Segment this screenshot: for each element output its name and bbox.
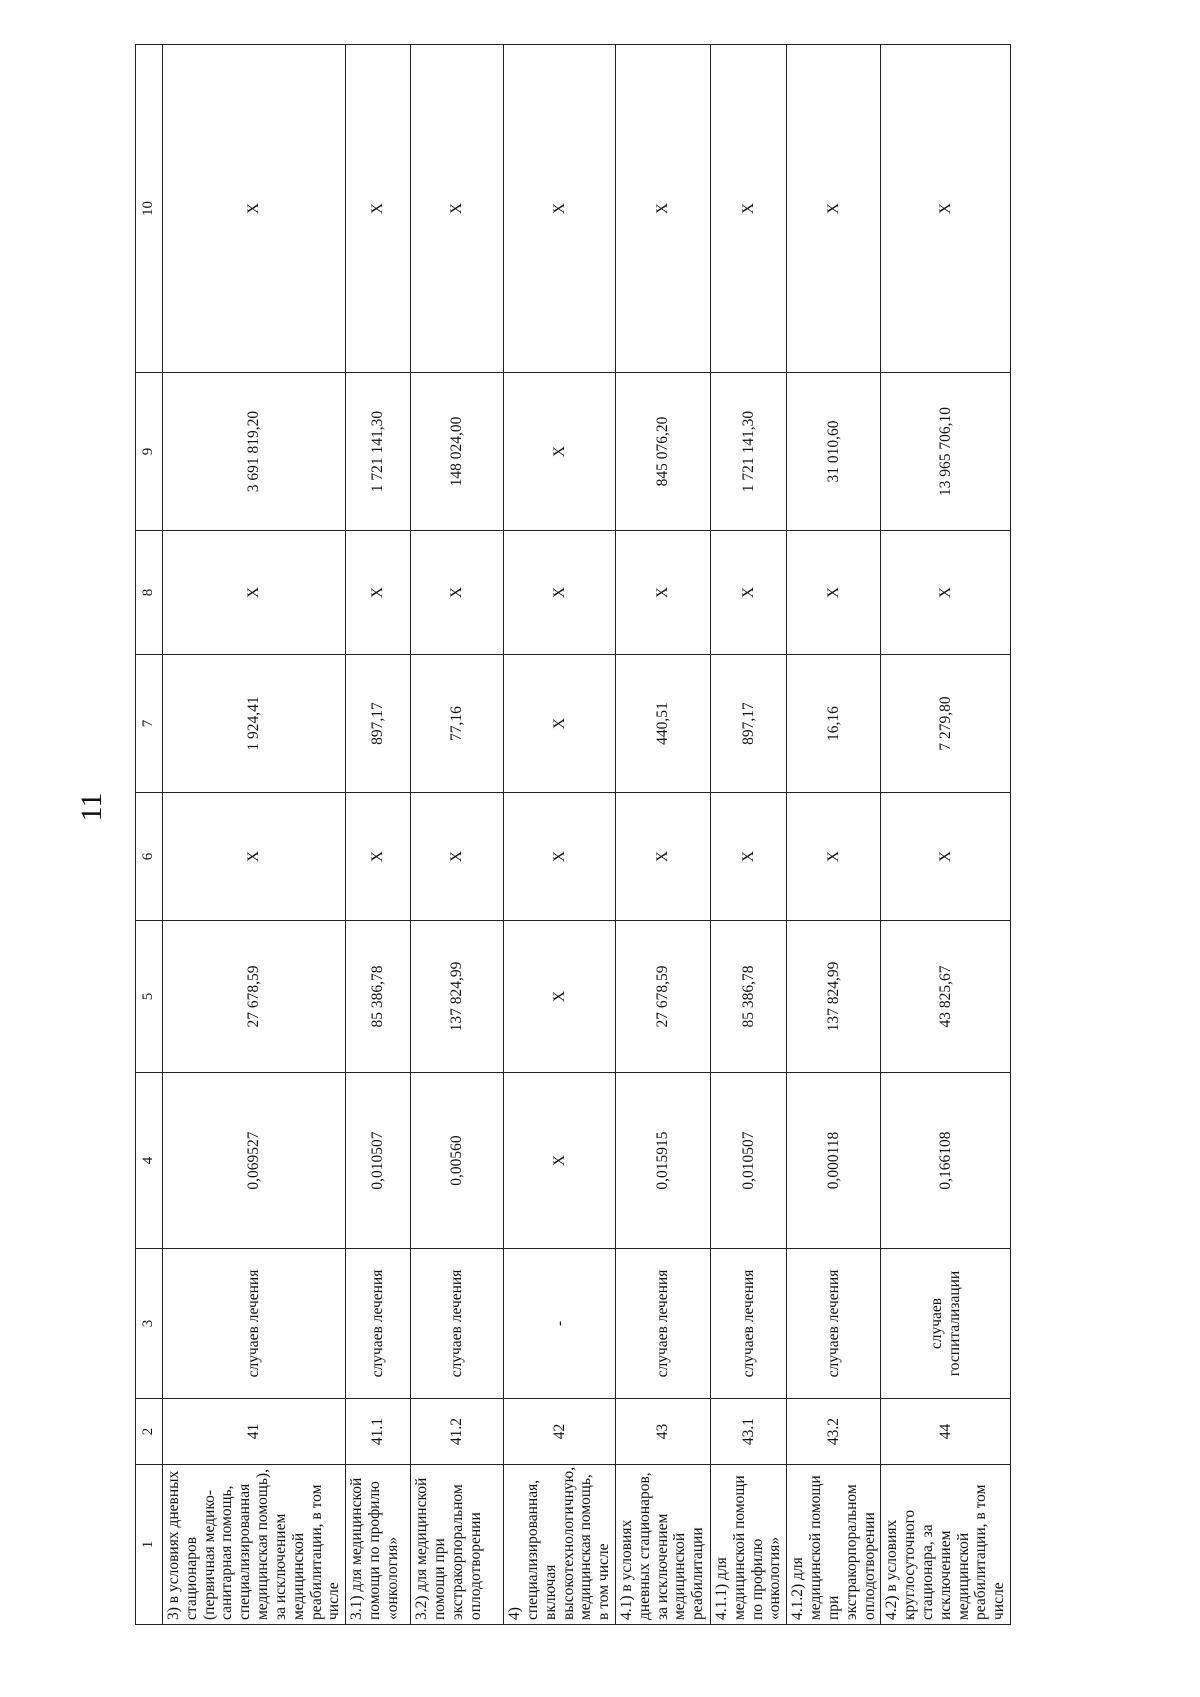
- table-row: [346, 45, 411, 1625]
- table-row: [504, 45, 616, 1625]
- row-value: X: [881, 531, 1011, 655]
- row-value: X: [881, 793, 1011, 921]
- row-value: 0,000118: [787, 1073, 881, 1249]
- table-row: [881, 45, 1011, 1625]
- column-header: 5: [136, 921, 163, 1073]
- row-name: 3) в условиях дневных стационаров (первичная медико-санитарная помощь, специализированная медицинская помощь), за исключением медицинской реабилитации, в том числе: [163, 1465, 346, 1625]
- row-value: X: [504, 655, 616, 793]
- row-unit: случаев лечения: [787, 1249, 881, 1399]
- row-value: 0,015915: [616, 1073, 711, 1249]
- row-value: 897,17: [346, 655, 411, 793]
- row-code: 43.1: [711, 1399, 787, 1465]
- row-value: X: [163, 793, 346, 921]
- row-value: X: [616, 45, 711, 373]
- row-value: X: [711, 793, 787, 921]
- row-value: 43 825,67: [881, 921, 1011, 1073]
- row-unit: случаев лечения: [163, 1249, 346, 1399]
- row-value: 27 678,59: [163, 921, 346, 1073]
- row-value: 440,51: [616, 655, 711, 793]
- row-value: 0,069527: [163, 1073, 346, 1249]
- row-value: X: [411, 45, 504, 373]
- row-name: 4) специализированная, включая высокотехнологичную, медицинская помощь, в том числе: [504, 1465, 616, 1625]
- row-value: 16,16: [787, 655, 881, 793]
- row-value: 27 678,59: [616, 921, 711, 1073]
- table-row: [411, 45, 504, 1625]
- row-value: X: [881, 45, 1011, 373]
- data-table: [135, 44, 1011, 1625]
- row-code: 44: [881, 1399, 1011, 1465]
- row-value: X: [411, 531, 504, 655]
- row-unit: случаев лечения: [411, 1249, 504, 1399]
- row-value: X: [163, 45, 346, 373]
- row-unit: случаев госпитализации: [881, 1249, 1011, 1399]
- row-value: X: [504, 45, 616, 373]
- row-value: 85 386,78: [346, 921, 411, 1073]
- row-value: 137 824,99: [411, 921, 504, 1073]
- row-name: 3.1) для медицинской помощи по профилю «онкология»: [346, 1465, 411, 1625]
- row-unit: -: [504, 1249, 616, 1399]
- row-value: 13 965 706,10: [881, 373, 1011, 531]
- row-code: 43: [616, 1399, 711, 1465]
- row-value: 137 824,99: [787, 921, 881, 1073]
- row-value: X: [346, 45, 411, 373]
- row-value: X: [711, 45, 787, 373]
- row-value: 7 279,80: [881, 655, 1011, 793]
- row-code: 41: [163, 1399, 346, 1465]
- row-value: X: [616, 793, 711, 921]
- row-value: X: [504, 531, 616, 655]
- table-row: [616, 45, 711, 1625]
- table-row: [711, 45, 787, 1625]
- row-value: X: [616, 531, 711, 655]
- row-value: X: [504, 373, 616, 531]
- row-value: 0,00560: [411, 1073, 504, 1249]
- row-value: X: [787, 793, 881, 921]
- row-value: 1 721 141,30: [711, 373, 787, 531]
- row-value: X: [504, 921, 616, 1073]
- row-value: X: [787, 531, 881, 655]
- row-value: 845 076,20: [616, 373, 711, 531]
- row-value: 1 924,41: [163, 655, 346, 793]
- row-value: X: [787, 45, 881, 373]
- row-value: X: [163, 531, 346, 655]
- row-value: X: [346, 793, 411, 921]
- row-unit: случаев лечения: [346, 1249, 411, 1399]
- column-header: 10: [136, 45, 163, 373]
- row-value: 897,17: [711, 655, 787, 793]
- row-name: 4.1.2) для медицинской помощи при экстракорпоральном оплодотворении: [787, 1465, 881, 1625]
- column-header: 9: [136, 373, 163, 531]
- row-value: 148 024,00: [411, 373, 504, 531]
- row-unit: случаев лечения: [616, 1249, 711, 1399]
- column-header: 4: [136, 1073, 163, 1249]
- table-row: [163, 45, 346, 1625]
- row-value: 31 010,60: [787, 373, 881, 531]
- table-row: [787, 45, 881, 1625]
- row-value: X: [346, 531, 411, 655]
- row-value: X: [711, 531, 787, 655]
- row-value: 0,010507: [346, 1073, 411, 1249]
- row-value: 1 721 141,30: [346, 373, 411, 531]
- row-code: 41.2: [411, 1399, 504, 1465]
- row-name: 4.2) в условиях круглосуточного стационара, за исключением медицинской реабилитации, в том числе: [881, 1465, 1011, 1625]
- row-name: 3.2) для медицинской помощи при экстракорпоральном оплодотворении: [411, 1465, 504, 1625]
- row-unit: случаев лечения: [711, 1249, 787, 1399]
- column-header: 3: [136, 1249, 163, 1399]
- row-value: X: [411, 793, 504, 921]
- row-value: X: [504, 1073, 616, 1249]
- row-value: X: [504, 793, 616, 921]
- row-value: 3 691 819,20: [163, 373, 346, 531]
- header-row: [136, 45, 163, 1625]
- row-value: 77,16: [411, 655, 504, 793]
- column-header: 1: [136, 1465, 163, 1625]
- page-number: 11: [75, 792, 108, 822]
- row-value: 0,166108: [881, 1073, 1011, 1249]
- column-header: 7: [136, 655, 163, 793]
- row-value: 0,010507: [711, 1073, 787, 1249]
- column-header: 2: [136, 1399, 163, 1465]
- row-code: 41.1: [346, 1399, 411, 1465]
- column-header: 6: [136, 793, 163, 921]
- row-name: 4.1.1) для медицинской помощи по профилю «онкология»: [711, 1465, 787, 1625]
- row-code: 42: [504, 1399, 616, 1465]
- row-name: 4.1) в условиях дневных стационаров, за исключением медицинской реабилитации: [616, 1465, 711, 1625]
- row-value: 85 386,78: [711, 921, 787, 1073]
- row-code: 43.2: [787, 1399, 881, 1465]
- column-header: 8: [136, 531, 163, 655]
